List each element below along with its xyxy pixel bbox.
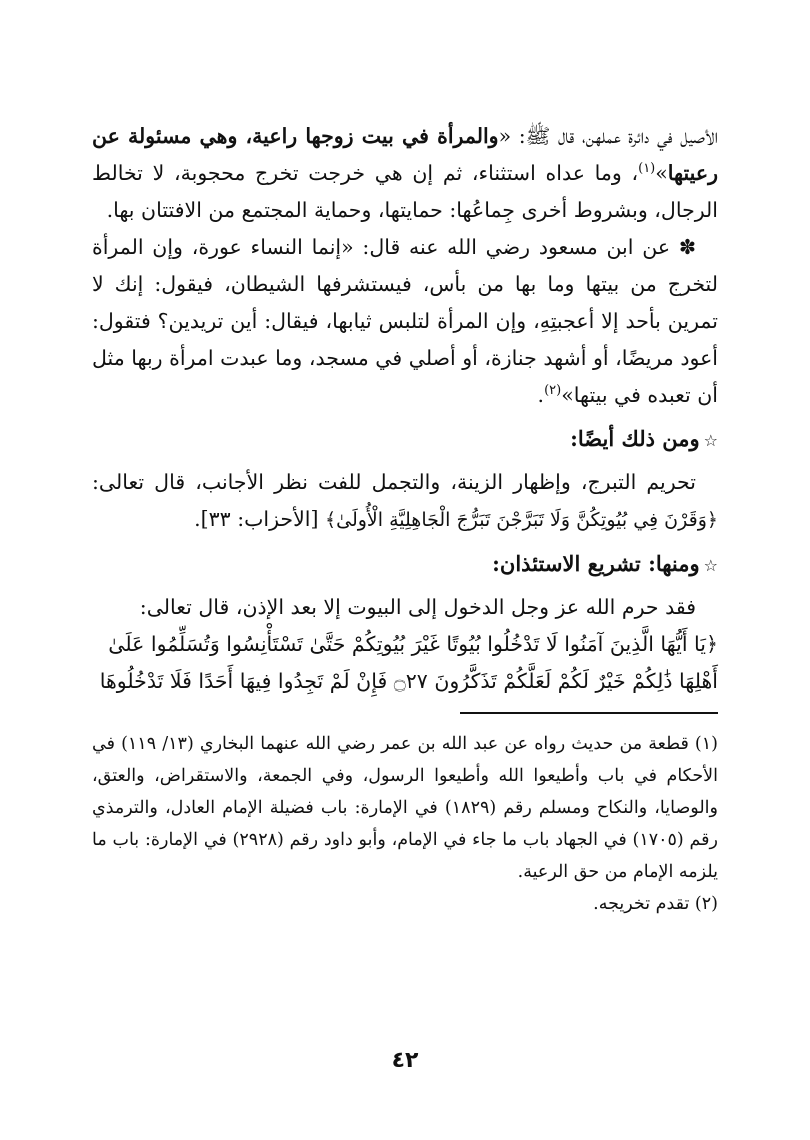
- section-heading-2-text: ومنها: تشريع الاستئذان:: [492, 551, 700, 576]
- section-heading-1: [92, 418, 718, 462]
- paragraph-1-rest: ، وما عداه استثناء، ثم إن هي خرجت تخرج محجوبة، لا تخالط الرجال، وبشروط أخرى جِماعُها: حمايتها، وحماية المجتمع من الافتتان بها.: [92, 161, 718, 222]
- quote-close: »: [655, 161, 668, 185]
- footnote-ref-1: (١): [638, 161, 656, 177]
- footnote-divider: [460, 712, 718, 714]
- section-heading-1-text: ومن ذلك أيضًا:: [570, 426, 700, 451]
- verse-citation: [الأحزاب: ٣٣].: [194, 507, 325, 531]
- section-heading-2: [92, 543, 718, 587]
- footnote-2: (٢) تقدم تخريجه.: [593, 894, 718, 914]
- paragraph-1-intro: الأصيل في دائرة عملهن، قال ﷺ: «: [498, 124, 719, 148]
- paragraph-1: [92, 118, 718, 229]
- footnote-ref-2: (٢): [544, 383, 562, 399]
- hadith-quote-bold: والمرأة في بيت زوجها راعية، وهي مسئولة عن رعيتها: [92, 124, 718, 185]
- star-icon: ☆: [703, 556, 718, 575]
- section-1-text: تحريم التبرج، وإظهار الزينة، والتجمل للفت نظر الأجانب، قال تعالى:: [92, 470, 696, 494]
- page-content: [92, 118, 718, 920]
- section-1-paragraph: [92, 464, 718, 539]
- footnotes: [92, 728, 718, 920]
- main-text: [92, 118, 718, 700]
- paragraph-2-end: .: [537, 383, 545, 407]
- footnote-1: (١) قطعة من حديث رواه عن عبد الله بن عمر رضي الله عنهما البخاري (١٣/ ١١٩) في الأحكام في باب وأطيعوا الله وأطيعوا الرسول، وفي الجمعة، والاستقراض، والعتق، والوصايا، والنكاح ومسلم رقم (١٨٢٩) في الإمارة: باب فضيلة الإمام العادل، والترمذي رقم (١٧٠٥) في الجهاد باب ما جاء في الإمام، وأبو داود رقم (٢٩٢٨) في الإمارة: باب ما يلزمه الإمام من حق الرعية.: [92, 734, 719, 882]
- quran-verse-line-2: أَهْلِهَا ذَٰلِكُمْ خَيْرٌ لَكُمْ لَعَلَّكُمْ تَذَكَّرُونَ ۝٢٧ فَإِنْ لَمْ تَجِدُوا فِيهَا أَحَدًا فَلَا تَدْخُلُوهَا: [99, 669, 718, 693]
- paragraph-2-text: ✽ عن ابن مسعود رضي الله عنه قال: «إنما النساء عورة، وإن المرأة لتخرج من بيتها وما بها من بأس، فيستشرفها الشيطان، فيقول: إنك لا تمرين بأحد إلا أعجبتِهِ، وإن المرأة لتلبس ثيابها، فيقال: أين تريدين؟ فتقول: أعود مريضًا، أو أشهد جنازة، أو أصلي في مسجد، وما عبدت امرأة ربها مثل أن تعبده في بيتها»: [92, 235, 718, 407]
- quran-verse-line-1: ﴿يَا أَيُّهَا الَّذِينَ آمَنُوا لَا تَدْخُلُوا بُيُوتًا غَيْرَ بُيُوتِكُمْ حَتَّىٰ تَسْتَأْنِسُوا وَتُسَلِّمُوا عَلَىٰ: [108, 632, 718, 656]
- section-2-paragraph: فقد حرم الله عز وجل الدخول إلى البيوت إلا بعد الإذن، قال تعالى:: [139, 595, 696, 619]
- quran-verse-ahzab: ﴿وَقَرْنَ فِي بُيُوتِكُنَّ وَلَا تَبَرَّجْنَ تَبَرُّجَ الْجَاهِلِيَّةِ الْأُولَىٰ﴾: [325, 509, 718, 531]
- page-number: ٤٢: [391, 1048, 419, 1073]
- paragraph-2: [92, 229, 718, 414]
- star-icon: ☆: [703, 431, 718, 450]
